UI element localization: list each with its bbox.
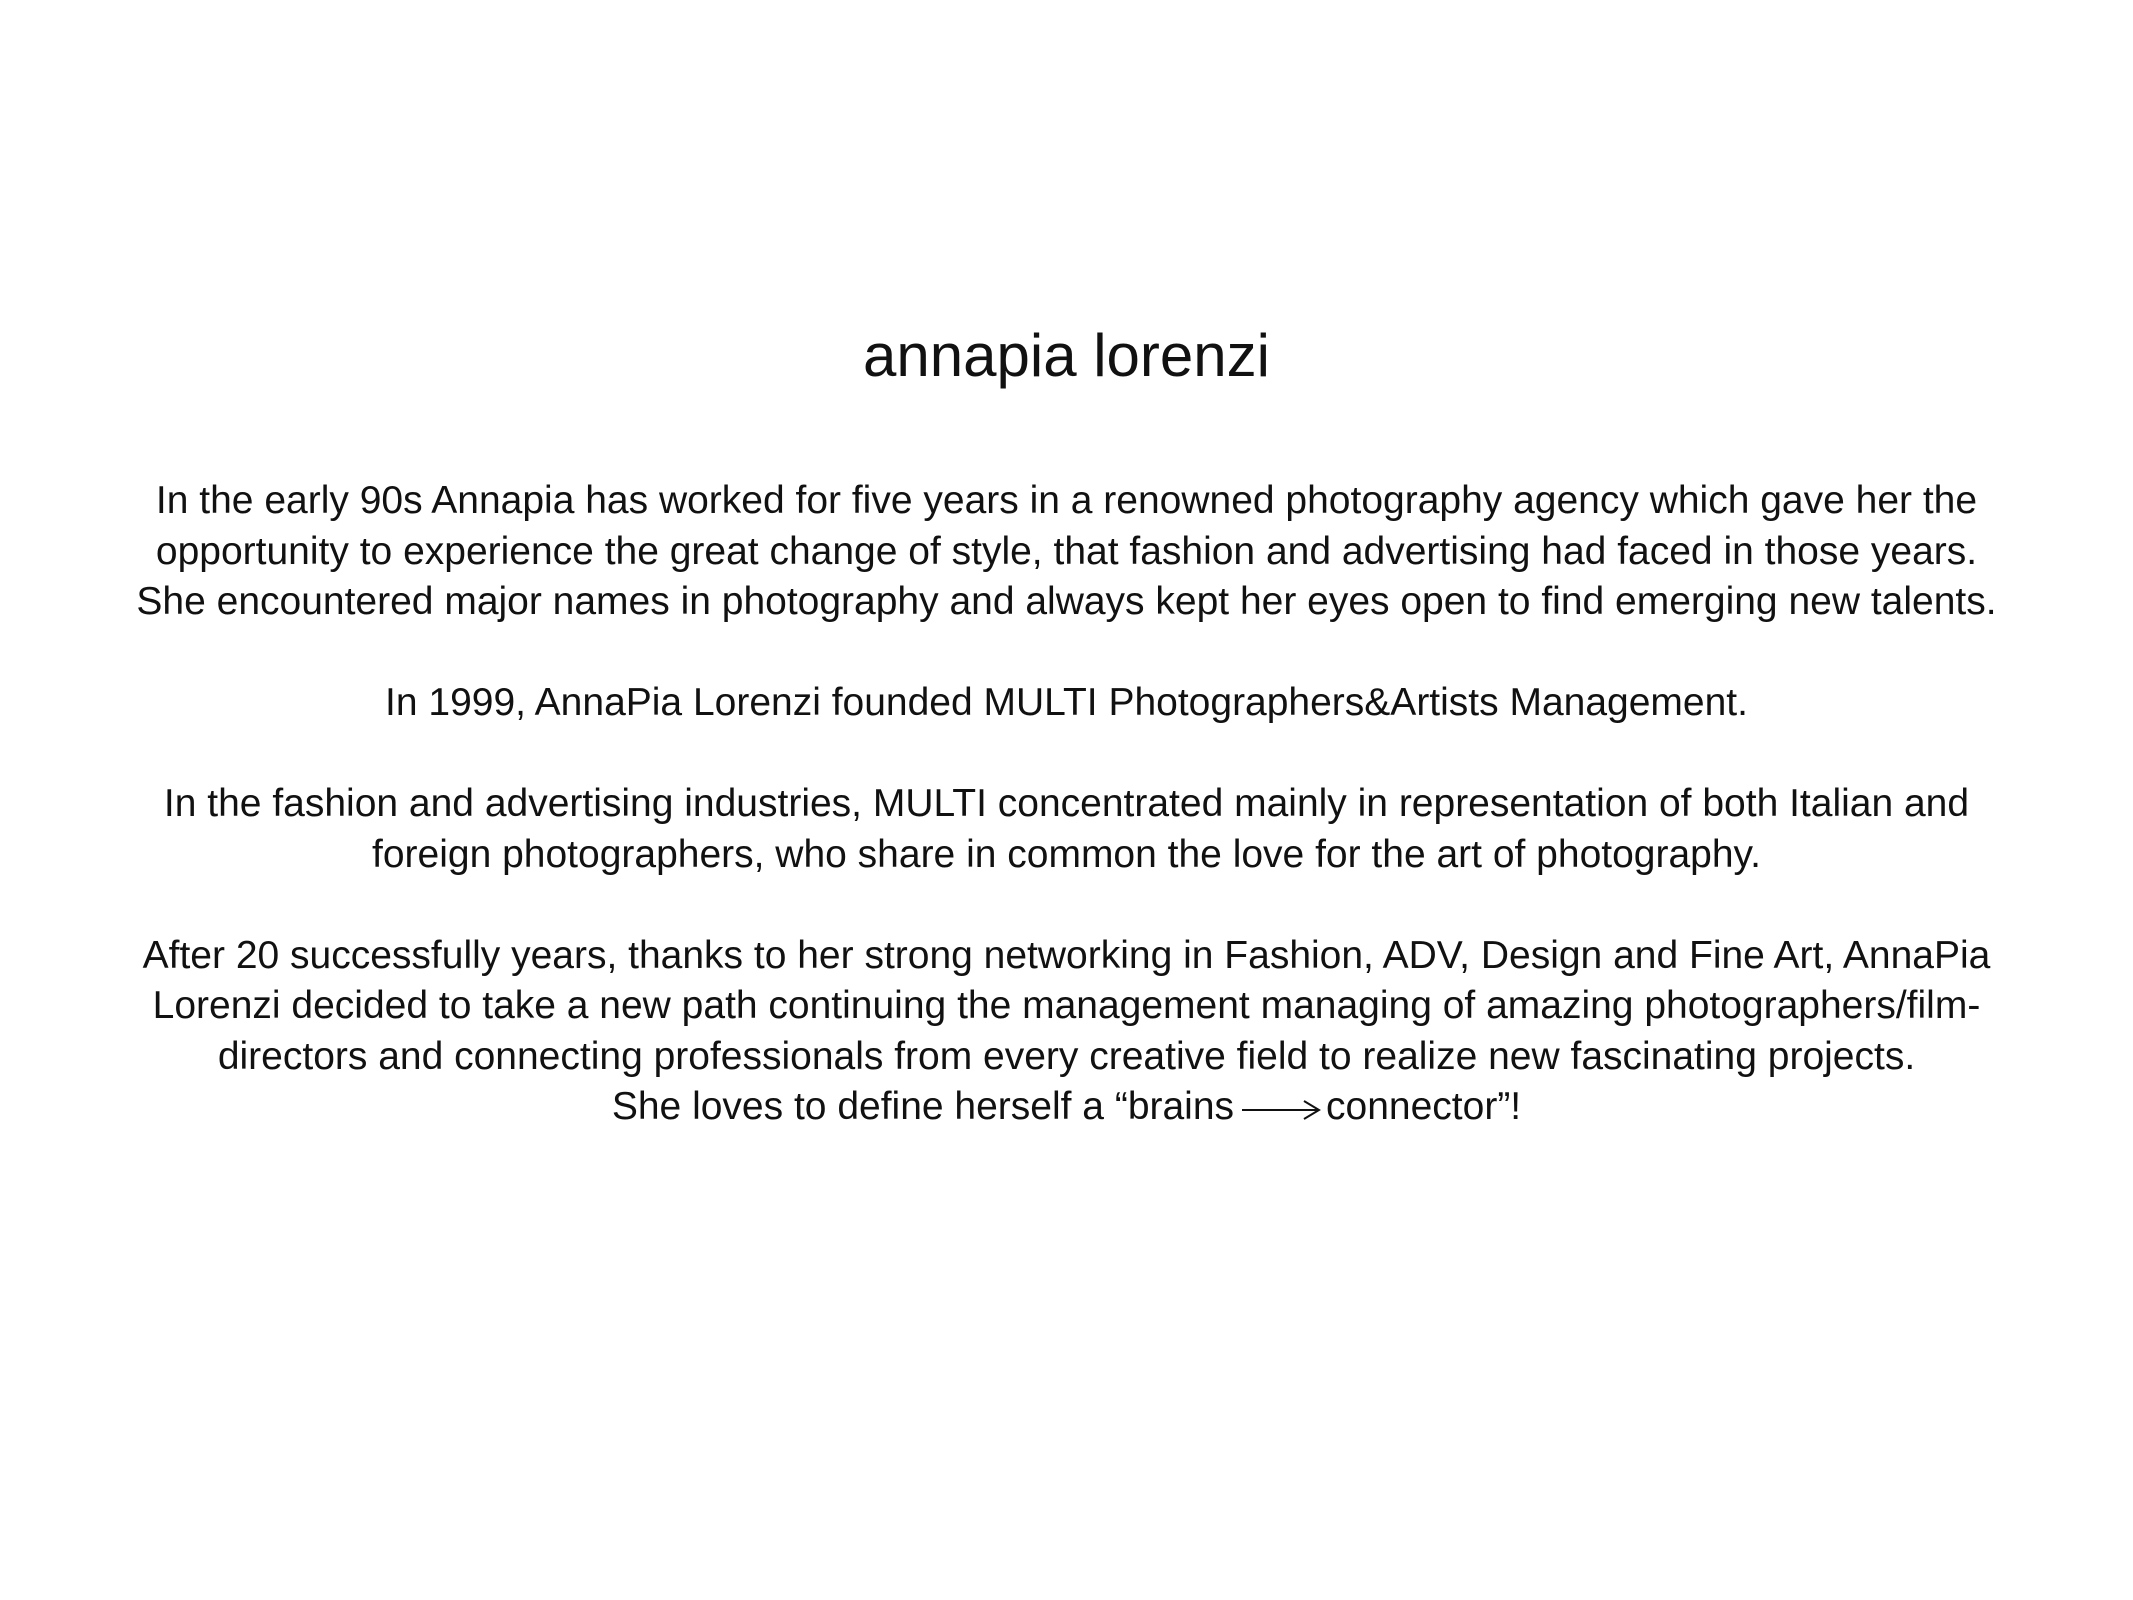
biography-paragraph-early-career: In the early 90s Annapia has worked for five years in a renowned photography agency which gave her the opportunity to experience the great change of style, that fashion and advertising had faced in those years. [155, 479, 1978, 573]
biography-paragraph-new-path: After 20 successfully years, thanks to her strong networking in Fashion, ADV, Design and Fine Art, AnnaPia Lorenzi decided to take a new path continuing the management managing of amazing photographers/film-directors and connecting professionals from every creative field to realize new fascinating projects. [142, 933, 1991, 1078]
biography-paragraph-connector [100, 1082, 2033, 1133]
paragraph-spacer [100, 729, 2033, 780]
connector-text-before: She loves to define herself a “brains [611, 1085, 1235, 1128]
connector-text-after: connector”! [1326, 1085, 1522, 1128]
paragraph-spacer [100, 628, 2033, 679]
page-title: annapia lorenzi [863, 322, 1270, 390]
biography-paragraph-representation: In the fashion and advertising industries, MULTI concentrated mainly in representation of both Italian and foreign photographers, who share in common the love for the art of photography. [163, 782, 1970, 876]
biography-paragraph-founding: In 1999, AnnaPia Lorenzi founded MULTI Photographers&Artists Management. [385, 681, 1748, 724]
right-arrow-icon [1240, 1094, 1324, 1124]
biography-text [100, 476, 2033, 1133]
biography-paragraph-talents: She encountered major names in photography and always kept her eyes open to find emerging new talents. [136, 580, 1997, 623]
paragraph-spacer [100, 880, 2033, 931]
